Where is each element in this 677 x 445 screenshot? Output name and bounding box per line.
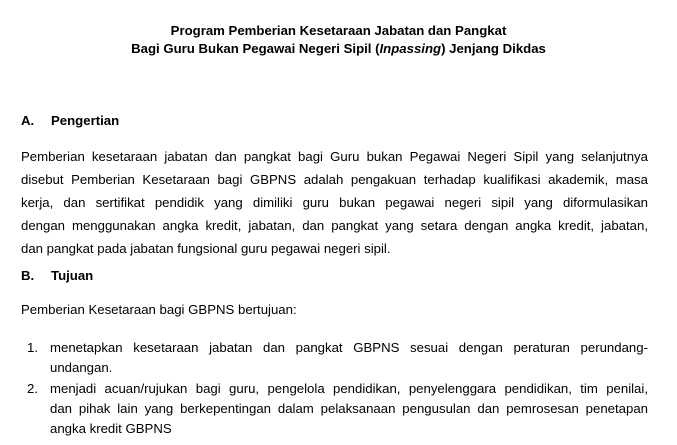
section-b-intro: Pemberian Kesetaraan bagi GBPNS bertujuan: xyxy=(21,302,297,317)
section-a-title: Pengertian xyxy=(51,113,120,128)
list-item-line: menetapkan kesetaraan jabatan dan pangkat GBPNS sesuai dengan peraturan perundang- xyxy=(50,340,648,355)
title-line-2-italic: Inpassing xyxy=(379,41,442,56)
list-item-text xyxy=(50,338,648,378)
document-title-line-1: Program Pemberian Kesetaraan Jabatan dan Pangkat xyxy=(170,23,507,38)
paragraph-line: Pemberian kesetaraan jabatan dan pangkat bagi Guru bukan Pegawai Negeri Sipil yang selanjutnya xyxy=(21,149,648,164)
list-item-text xyxy=(50,379,648,439)
paragraph-line: dengan menggunakan angka kredit, jabatan, dan pangkat yang setara dengan angka kredit, jabatan, xyxy=(21,218,648,233)
list-item-line: angka kredit GBPNS xyxy=(50,421,172,436)
section-b-heading xyxy=(21,267,93,285)
list-item-number: 1. xyxy=(27,340,38,355)
section-a-paragraph xyxy=(21,145,648,260)
section-b-letter: B. xyxy=(21,268,35,283)
section-a-heading xyxy=(21,112,119,130)
section-a-letter: A. xyxy=(21,113,35,128)
list-item-line: menjadi acuan/rujukan bagi guru, pengelola pendidikan, penyelenggara pendidikan, tim penilai, xyxy=(50,381,648,396)
paragraph-line: disebut Pemberian Kesetaraan bagi GBPNS adalah pengakuan terhadap kualifikasi akademik, masa xyxy=(21,172,648,187)
list-item-line: dan pihak lain yang berkepentingan dalam pelaksanaan pengusulan dan pemrosesan penetapan xyxy=(50,401,648,416)
title-line-2-suffix: ) Jenjang Dikdas xyxy=(441,41,546,56)
paragraph-line: kerja, dan sertifikat pendidik yang dimiliki guru bukan pegawai negeri sipil yang diformulasikan xyxy=(21,195,648,210)
list-item-number: 2. xyxy=(27,381,38,396)
document-title-line-2 xyxy=(0,40,677,58)
paragraph-line: dan pangkat pada jabatan fungsional guru pegawai negeri sipil. xyxy=(21,241,391,256)
section-b-title: Tujuan xyxy=(51,268,94,283)
title-line-2-prefix: Bagi Guru Bukan Pegawai Negeri Sipil ( xyxy=(131,41,380,56)
list-item-line: undangan. xyxy=(50,360,113,375)
